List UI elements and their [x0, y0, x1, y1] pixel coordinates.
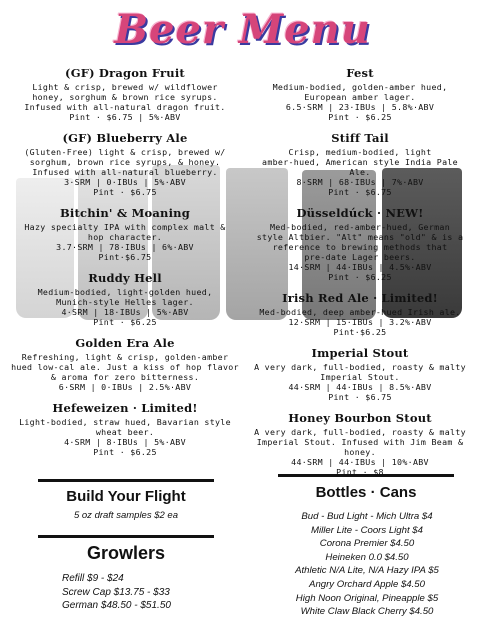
beer-desc: Refreshing, light & crisp, golden-amber	[21, 352, 229, 362]
menu-title: Beer Menu	[114, 6, 371, 53]
beer-desc: Med-bodied, deep amber-hued Irish ale.	[259, 307, 461, 317]
beer-stats: 6·SRM | 0·IBUs | 2.5%·ABV	[58, 382, 192, 392]
list-item: Bud - Bud Light - Mich Ultra $4	[301, 511, 433, 522]
beer-desc: Ale.	[349, 167, 371, 177]
beer-price: Pint·$6.25	[333, 327, 387, 337]
beer-item	[245, 131, 475, 197]
divider	[38, 535, 214, 538]
beer-stats: 6.5·SRM | 23·IBUs | 5.8%·ABV	[285, 102, 435, 112]
beer-price: Pint · $6.25	[93, 447, 157, 457]
beer-item	[245, 346, 475, 402]
beer-desc: Med-bodied, red-amber-hued, German	[269, 222, 451, 232]
beer-item	[10, 131, 240, 197]
beer-item	[10, 206, 240, 262]
beer-name: Honey Bourbon Stout	[288, 411, 432, 425]
beer-stats: 4·SRM | 8·IBUs | 5%·ABV	[64, 437, 186, 447]
beer-stats: 14·SRM | 44·IBUs | 4.5%·ABV	[288, 262, 432, 272]
growlers-list	[62, 572, 222, 613]
list-item: Corona Premier $4.50	[319, 538, 415, 550]
beer-item	[245, 206, 475, 282]
beer-name: (GF) Dragon Fruit	[65, 66, 185, 80]
beer-item	[245, 66, 475, 122]
right-beer-column	[245, 66, 475, 486]
beer-desc: honey.	[344, 447, 376, 457]
beer-item	[245, 291, 475, 337]
beer-desc: Medium-bodied, golden-amber hued,	[272, 82, 448, 92]
beer-desc: pre-date Lager beers.	[304, 252, 416, 262]
beer-desc: honey, sorghum & brown rice syrups.	[32, 92, 218, 102]
beer-name: Golden Era Ale	[75, 336, 175, 350]
beer-desc: reference to brewing methods that	[272, 242, 448, 252]
beer-desc: A very dark, full-bodied, roasty & malty	[254, 427, 466, 437]
beer-stats: 12·SRM | 15·IBUs | 3.2%·ABV	[288, 317, 432, 327]
beer-desc: Imperial Stout. Infused with Jim Beam &	[256, 437, 464, 447]
beer-desc: Crisp, medium-bodied, light	[288, 147, 432, 157]
list-item: Miller Lite - Coors Light $4	[311, 524, 423, 536]
list-item: White Claw Black Cherry $4.50	[300, 606, 434, 618]
list-item: Refill $9 - $24	[62, 573, 124, 584]
beer-name: Düsseldúck · NEW!	[296, 206, 424, 220]
list-item: Angry Orchard Apple $4.50	[309, 578, 425, 590]
beer-price: Pint · $6.75	[328, 187, 392, 197]
bottles-heading: Bottles · Cans	[315, 484, 417, 501]
bottles-list	[272, 510, 462, 619]
flight-heading: Build Your Flight	[66, 488, 186, 505]
beer-item	[10, 336, 240, 392]
beer-name: Imperial Stout	[311, 346, 409, 360]
left-beer-column	[10, 66, 240, 466]
beer-desc: Light & crisp, brewed w/ wildflower	[32, 82, 218, 92]
beer-desc: European amber lager.	[304, 92, 416, 102]
beer-price: Pint · $6.75 | 5%·ABV	[69, 112, 181, 122]
beer-desc: hued low-cal ale. Just a kiss of hop flavor	[11, 362, 239, 372]
beer-price: Pint · $6.25	[93, 317, 157, 327]
beer-stats: 4·SRM | 18·IBUs | 5%·ABV	[61, 307, 189, 317]
beer-name: Bitchin' & Moaning	[60, 206, 190, 220]
list-item: Athletic N/A Lite, N/A Hazy IPA $5	[295, 565, 439, 577]
list-item: Heineken 0.0 $4.50	[325, 551, 409, 563]
beer-price: Pint · $6.25	[328, 112, 392, 122]
beer-desc: Infused with all-natural blueberry.	[32, 167, 218, 177]
beer-desc: hop character.	[87, 232, 163, 242]
beer-stats: 44·SRM | 44·IBUs | 10%·ABV	[291, 457, 429, 467]
beer-desc: Medium-bodied, light-golden hued,	[37, 287, 213, 297]
beer-desc: A very dark, full-bodied, roasty & malty	[254, 362, 466, 372]
beer-name: Ruddy Hell	[88, 271, 162, 285]
beer-desc: amber-hued, American style India Pale	[262, 157, 458, 167]
beer-desc: Munich-style Helles lager.	[56, 297, 194, 307]
beer-desc: wheat beer.	[95, 427, 155, 437]
beer-desc: Infused with all-natural dragon fruit.	[24, 102, 226, 112]
beer-name: (GF) Blueberry Ale	[62, 131, 188, 145]
beer-name: Irish Red Ale · Limited!	[282, 291, 438, 305]
beer-stats: 3·SRM | 0·IBUs | 5%·ABV	[64, 177, 186, 187]
beer-price: Pint · $6.25	[328, 272, 392, 282]
beer-price: Pint · $6.75	[93, 187, 157, 197]
beer-name: Hefeweizen · Limited!	[52, 401, 198, 415]
beer-item	[245, 411, 475, 477]
beer-stats: 44·SRM | 44·IBUs | 8.5%·ABV	[288, 382, 432, 392]
beer-desc: (Gluten-Free) light & crisp, brewed w/	[24, 147, 226, 157]
beer-desc: Imperial Stout.	[320, 372, 400, 382]
beer-price: Pint·$6.75	[98, 252, 152, 262]
beer-price: Pint · $8	[336, 467, 384, 477]
list-item: German $48.50 - $51.50	[62, 600, 171, 611]
beer-item	[10, 271, 240, 327]
growlers-heading: Growlers	[86, 543, 166, 563]
list-item: Screw Cap $13.75 - $33	[62, 586, 170, 598]
beer-desc: Hazy specialty IPA with complex malt &	[24, 222, 226, 232]
divider	[38, 479, 214, 482]
list-item: High Noon Original, Pineapple $5	[295, 592, 439, 604]
beer-desc: & aroma for zero bitterness.	[50, 372, 200, 382]
beer-desc: Light-bodied, straw hued, Bavarian style	[19, 417, 231, 427]
beer-stats: 3.7·SRM | 78·IBUs | 6%·ABV	[56, 242, 194, 252]
beer-name: Stiff Tail	[331, 131, 389, 145]
beer-item	[10, 401, 240, 457]
beer-desc: style Altbier. "Alt" means "old" & is a	[256, 232, 464, 242]
beer-price: Pint · $6.75	[328, 392, 392, 402]
beer-name: Fest	[346, 66, 374, 80]
flight-subtext: 5 oz draft samples $2 ea	[73, 510, 179, 521]
beer-item	[10, 66, 240, 122]
beer-stats: 8·SRM | 68·IBUs | 7%·ABV	[296, 177, 424, 187]
beer-desc: sorghum, brown rice syrups, & honey.	[29, 157, 221, 167]
